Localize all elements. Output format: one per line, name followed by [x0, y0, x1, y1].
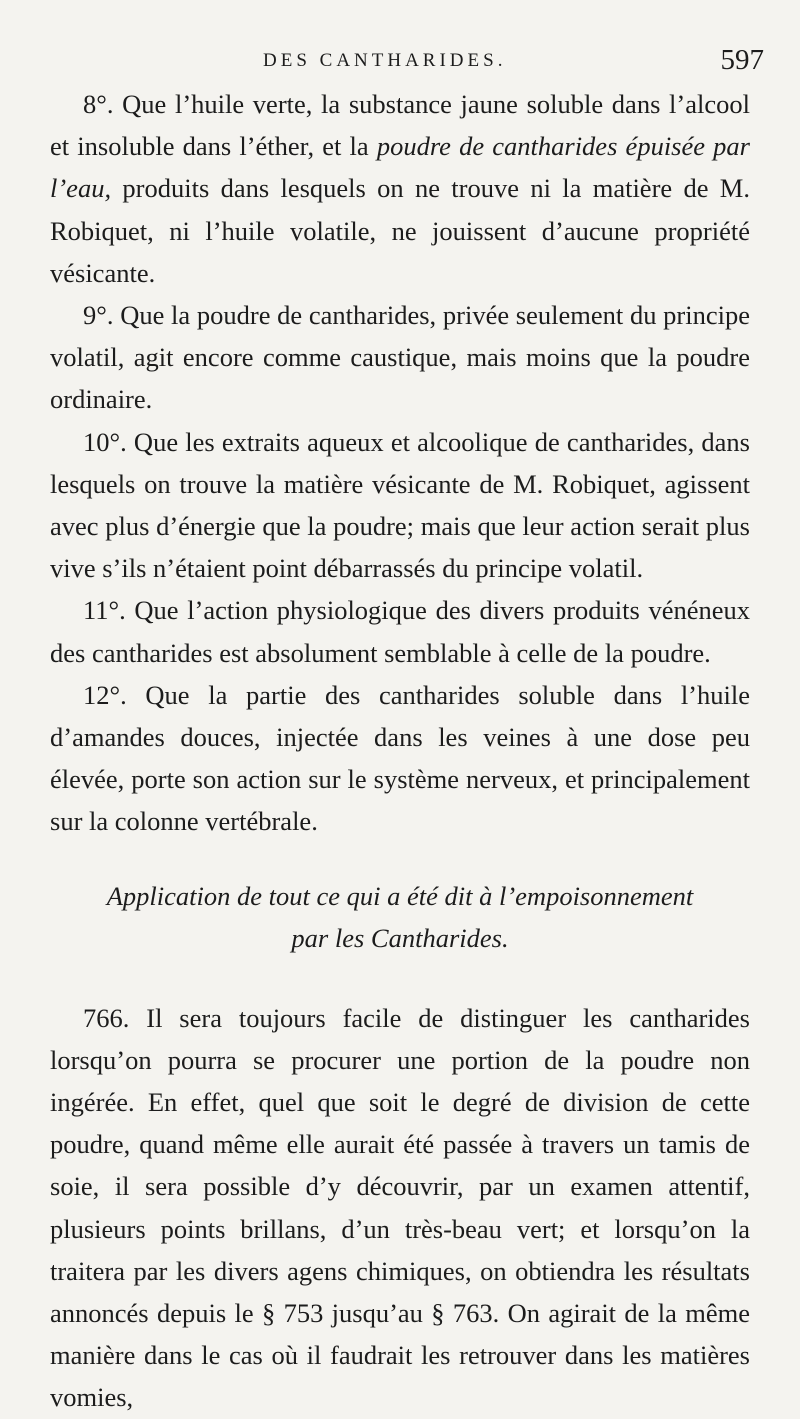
paragraph-number: 9°.	[83, 300, 114, 331]
paragraph-italic-text: poudre de cantharides épuisée par l’eau,	[50, 131, 750, 204]
paragraph-10	[50, 421, 750, 590]
paragraph-766	[50, 997, 750, 1419]
running-header	[0, 44, 800, 84]
paragraph-number: 12°.	[83, 679, 127, 710]
section-heading-line: Application de tout ce qui a été dit à l’empoisonnement	[106, 880, 694, 911]
paragraph-number: 766.	[83, 1002, 130, 1033]
paragraph-text: Que l’action physiologique des divers produits vénéneux des cantharides est absolument semblable à celle de la poudre.	[50, 595, 750, 668]
section-heading	[50, 875, 750, 959]
paragraph-11	[50, 589, 750, 673]
paragraph-text: Que la poudre de cantharides, privée seulement du principe volatil, agit encore comme caustique, mais moins que la poudre ordinaire.	[50, 300, 750, 415]
page-number: 597	[720, 44, 764, 76]
paragraph-text-continued: produits dans lesquels on ne trouve ni la matière de M. Robiquet, ni l’huile volatile, ne jouissent d’aucune propriété vésicante.	[50, 173, 750, 288]
paragraph-text: Que l’huile verte, la substance jaune soluble dans l’alcool et insoluble dans l’éther, et la	[50, 89, 750, 162]
paragraph-12	[50, 674, 750, 843]
paragraph-number: 10°.	[83, 426, 127, 457]
paragraph-number: 11°.	[83, 595, 126, 626]
paragraph-8	[50, 83, 750, 294]
paragraph-9	[50, 294, 750, 421]
body-text	[50, 83, 750, 1419]
section-heading-line: par les Cantharides.	[291, 922, 509, 953]
paragraph-number: 8°.	[83, 89, 114, 119]
paragraph-text: Que la partie des cantharides soluble dans l’huile d’amandes douces, injectée dans les veines à une dose peu élevée, porte son action sur le système nerveux, et principalement sur la colonne vertébrale.	[50, 679, 750, 837]
paragraph-text: Il sera toujours facile de distinguer les cantharides lorsqu’on pourra se procurer une portion de la poudre non ingérée. En effet, quel que soit le degré de division de cette poudre, quand même elle aurait été passée à travers un tamis de soie, il sera possible d’y découvrir, par un examen attentif, plusieurs points brillans, d’un très-beau vert; et lorsqu’on la traitera par les divers agens chimiques, on obtiendra les résultats annoncés depuis le § 753 jusqu’au § 763. On agirait de la même manière dans le cas où il faudrait les retrouver dans les matières vomies,	[50, 1002, 750, 1413]
paragraph-text: Que les extraits aqueux et alcoolique de cantharides, dans lesquels on trouve la matière vésicante de M. Robiquet, agissent avec plus d’énergie que la poudre; mais que leur action serait plus vive s’ils n’étaient point débarrassés du principe volatil.	[50, 426, 750, 584]
running-title: DES CANTHARIDES.	[263, 50, 507, 71]
